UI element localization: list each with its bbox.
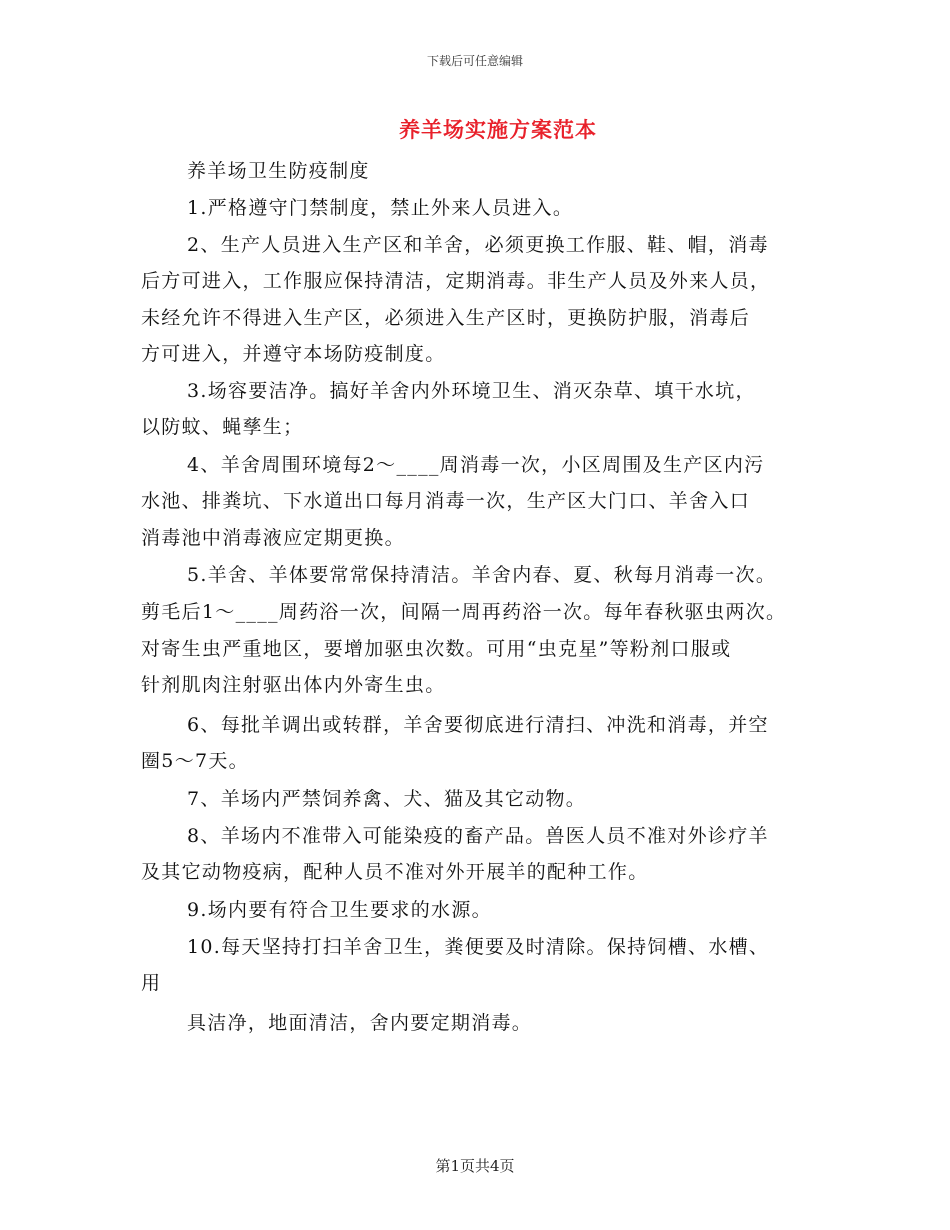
body-line: 2、生产人员进入生产区和羊舍，必须更换工作服、鞋、帽，消毒 bbox=[187, 234, 769, 256]
body-line: 针剂肌肉注射驱出体内外寄生虫。 bbox=[141, 674, 446, 696]
body-line: 7、羊场内严禁饲养禽、犬、猫及其它动物。 bbox=[187, 788, 587, 810]
body-line: 3.场容要洁净。搞好羊舍内外环境卫生、消灭杂草、填干水坑， bbox=[187, 380, 756, 402]
body-line: 6、每批羊调出或转群，羊舍要彻底进行清扫、冲洗和消毒，并空 bbox=[187, 714, 769, 736]
body-line: 后方可进入，工作服应保持清洁，定期消毒。非生产人员及外来人员， bbox=[141, 270, 771, 292]
body-line: 8、羊场内不准带入可能染疫的畜产品。兽医人员不准对外诊疗羊 bbox=[187, 825, 769, 847]
body-line: 剪毛后1～____周药浴一次，间隔一周再药浴一次。每年春秋驱虫两次。 bbox=[141, 601, 787, 623]
body-line: 4、羊舍周围环境每2～____周消毒一次，小区周围及生产区内污 bbox=[187, 454, 765, 476]
body-line: 5.羊舍、羊体要常常保持清洁。羊舍内春、夏、秋每月消毒一次。 bbox=[187, 564, 777, 586]
page-footer: 第1页共4页 bbox=[435, 1157, 515, 1175]
body-line: 水池、排粪坑、下水道出口每月消毒一次，生产区大门口、羊舍入口 bbox=[141, 490, 751, 512]
body-line: 对寄生虫严重地区，要增加驱虫次数。可用“虫克星”等粉剂口服或 bbox=[141, 638, 732, 660]
body-line: 消毒池中消毒液应定期更换。 bbox=[141, 527, 405, 549]
body-line: 方可进入，并遵守本场防疫制度。 bbox=[141, 343, 446, 365]
body-line: 未经允许不得进入生产区，必须进入生产区时，更换防护服，消毒后 bbox=[141, 307, 751, 329]
body-line: 圈5～7天。 bbox=[141, 750, 249, 772]
body-line: 用 bbox=[141, 972, 162, 994]
body-line: 10.每天坚持打扫羊舍卫生，粪便要及时清除。保持饲槽、水槽、 bbox=[187, 936, 770, 958]
header-note: 下载后可任意编辑 bbox=[426, 54, 523, 68]
body-line: 9.场内要有符合卫生要求的水源。 bbox=[187, 899, 492, 921]
body-line: 具洁净，地面清洁，舍内要定期消毒。 bbox=[187, 1012, 533, 1034]
body-line: 1.严格遵守门禁制度，禁止外来人员进入。 bbox=[187, 197, 574, 219]
body-line: 以防蚊、蝇孳生； bbox=[141, 416, 304, 438]
document-title: 养羊场实施方案范本 bbox=[399, 117, 597, 142]
section-heading: 养羊场卫生防疫制度 bbox=[187, 160, 370, 182]
body-line: 及其它动物疫病，配种人员不准对外开展羊的配种工作。 bbox=[141, 861, 649, 883]
